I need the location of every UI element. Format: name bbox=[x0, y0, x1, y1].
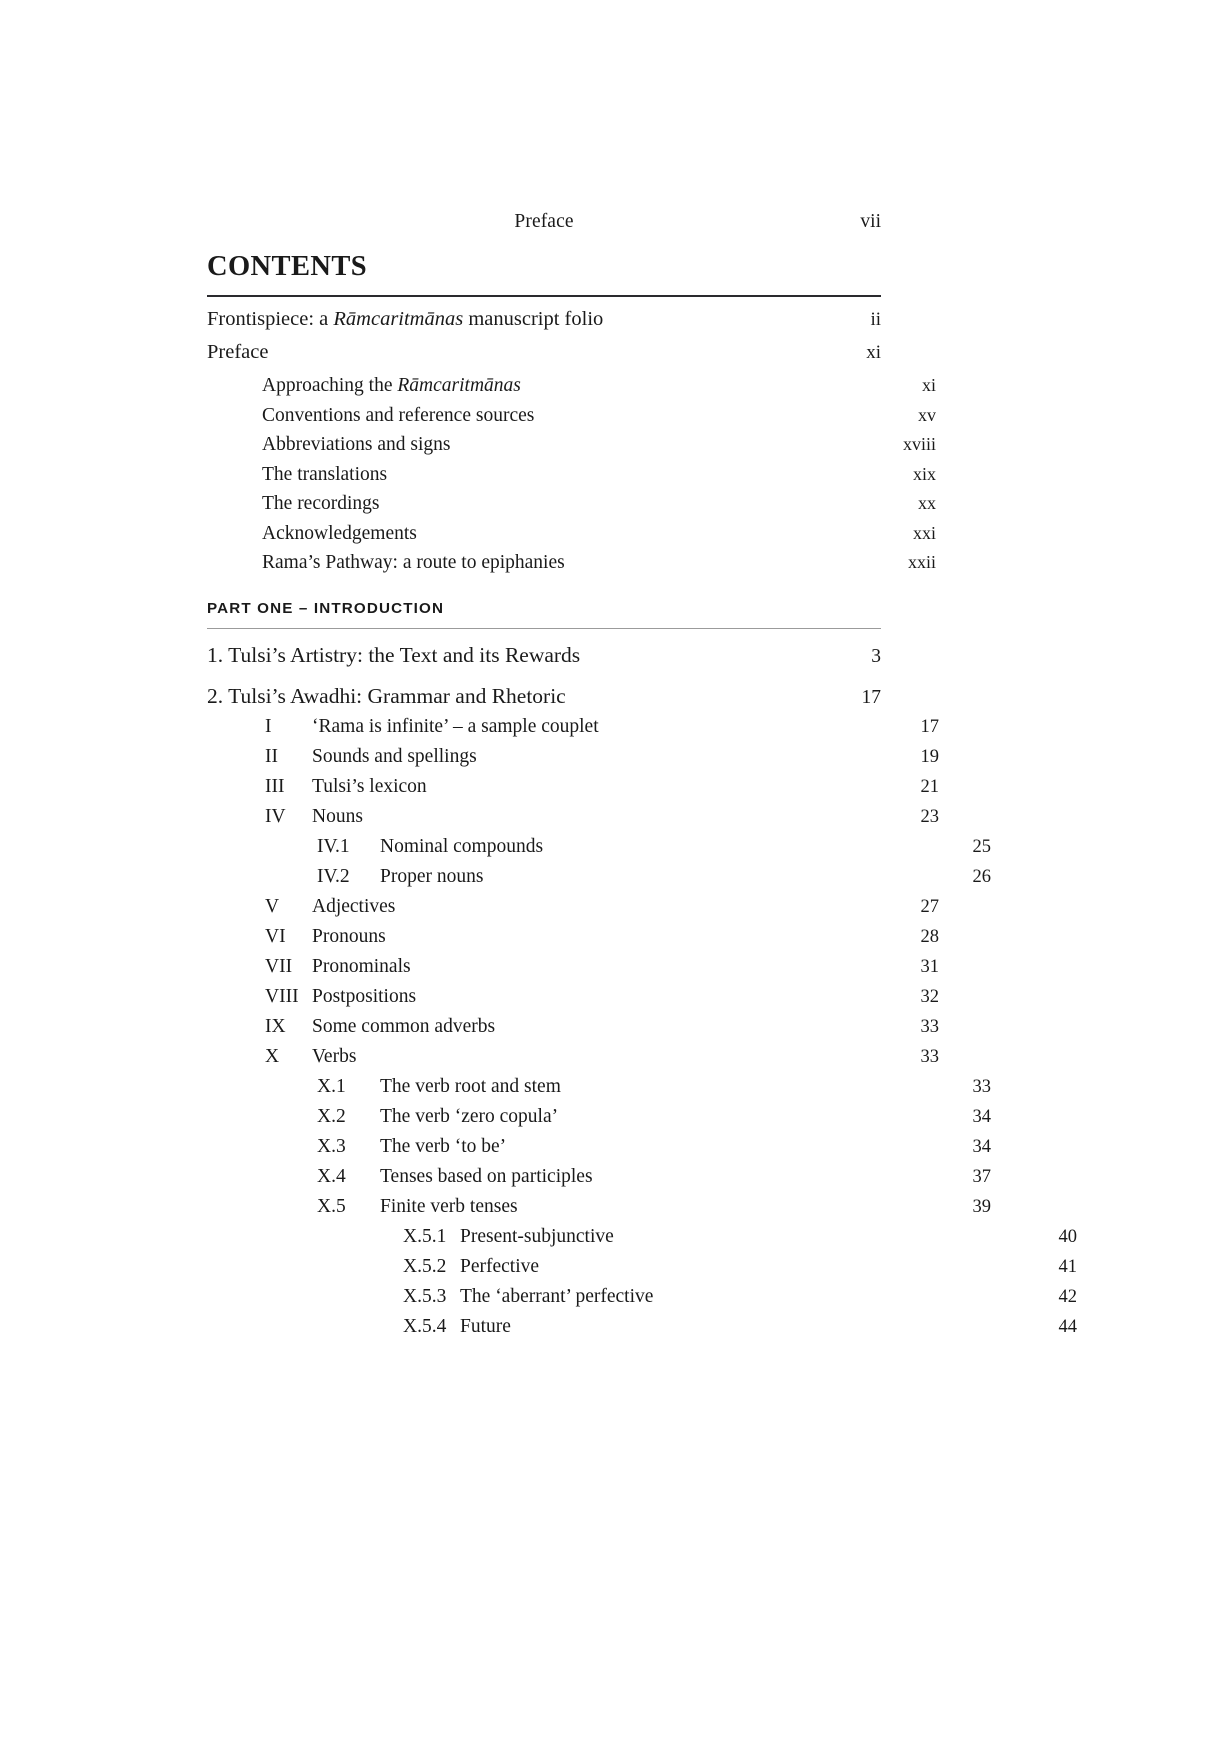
entry-label: 2. Tulsi’s Awadhi: Grammar and Rhetoric bbox=[207, 683, 566, 708]
entry-label-italic: Rāmcaritmānas bbox=[333, 308, 464, 330]
toc-entry-row[interactable] bbox=[207, 1312, 1077, 1342]
entry-label: Future bbox=[460, 1316, 511, 1337]
entry-label: Acknowledgements bbox=[262, 522, 417, 544]
entry-folio: 34 bbox=[972, 1137, 991, 1157]
section-group bbox=[207, 712, 939, 742]
entry-number: X.1 bbox=[317, 1076, 346, 1097]
page-title: CONTENTS bbox=[207, 251, 367, 282]
toc-entry[interactable] bbox=[207, 677, 881, 718]
toc-entry-row[interactable] bbox=[207, 677, 881, 718]
entry-label: Nominal compounds bbox=[380, 836, 544, 857]
entry-folio: ii bbox=[870, 309, 881, 330]
entry-label: Proper nouns bbox=[380, 866, 484, 887]
entry-folio: 17 bbox=[920, 717, 939, 737]
entry-number: X.5.1 bbox=[403, 1226, 447, 1247]
entry-folio: 37 bbox=[972, 1167, 991, 1187]
running-head bbox=[207, 209, 881, 235]
section-group bbox=[207, 1222, 1077, 1252]
entry-number: IV bbox=[265, 806, 286, 827]
toc-entry[interactable] bbox=[207, 430, 936, 460]
toc-entry-row[interactable] bbox=[207, 401, 936, 431]
entry-label: The verb root and stem bbox=[380, 1076, 561, 1097]
entry-folio: 26 bbox=[972, 867, 991, 887]
toc-entry[interactable] bbox=[207, 1072, 991, 1102]
toc-entry-row[interactable] bbox=[207, 712, 939, 742]
entry-number: X.5.3 bbox=[403, 1286, 447, 1307]
entry-folio: 44 bbox=[1058, 1317, 1077, 1337]
toc-entry[interactable] bbox=[207, 982, 939, 1012]
toc-entry-row[interactable] bbox=[207, 1252, 1077, 1282]
entry-folio: 41 bbox=[1058, 1257, 1077, 1277]
toc-entry[interactable] bbox=[207, 460, 936, 490]
entry-label: The verb ‘zero copula’ bbox=[380, 1106, 559, 1127]
toc-entry-row[interactable] bbox=[207, 519, 936, 549]
toc-entry[interactable] bbox=[207, 548, 936, 578]
section-group bbox=[207, 832, 991, 862]
entry-label: Approaching the Rāmcaritmānas bbox=[262, 375, 521, 396]
toc-entry-row[interactable] bbox=[207, 802, 939, 832]
toc-entry-row[interactable] bbox=[207, 1042, 939, 1072]
toc-entry-row[interactable] bbox=[207, 1222, 1077, 1252]
toc-entry[interactable] bbox=[207, 1042, 939, 1072]
entry-number: III bbox=[265, 776, 285, 797]
entry-folio: 31 bbox=[920, 957, 939, 977]
part-rule bbox=[207, 628, 881, 629]
entry-folio: 39 bbox=[972, 1197, 991, 1217]
entry-label: 1. Tulsi’s Artistry: the Text and its Rewards bbox=[207, 643, 581, 667]
toc-entry-row[interactable] bbox=[207, 982, 939, 1012]
entry-folio: 40 bbox=[1058, 1227, 1077, 1247]
section-group bbox=[207, 1312, 1077, 1342]
toc-entry[interactable] bbox=[207, 832, 991, 862]
heading-rule bbox=[207, 295, 881, 297]
entry-folio: 33 bbox=[972, 1077, 991, 1097]
running-head-folio: vii bbox=[860, 211, 881, 232]
entry-label: Sounds and spellings bbox=[312, 746, 477, 767]
section-group bbox=[207, 1042, 939, 1072]
entry-number: X.2 bbox=[317, 1106, 346, 1127]
section-group bbox=[207, 862, 991, 892]
section-group bbox=[207, 1072, 991, 1102]
part-heading: PART ONE – INTRODUCTION bbox=[207, 600, 445, 617]
entry-number: IV.2 bbox=[317, 866, 350, 887]
toc-entry[interactable] bbox=[207, 1222, 1077, 1252]
entry-label: Postpositions bbox=[312, 986, 417, 1007]
entry-folio: 34 bbox=[972, 1107, 991, 1127]
entry-folio: 19 bbox=[920, 747, 939, 767]
toc-entry-row[interactable] bbox=[207, 636, 881, 677]
entry-number: X.4 bbox=[317, 1166, 346, 1187]
toc-entry-row[interactable] bbox=[207, 1162, 991, 1192]
toc-entry[interactable] bbox=[207, 712, 939, 742]
toc-entry-row[interactable] bbox=[207, 1102, 991, 1132]
entry-folio: 17 bbox=[861, 686, 881, 708]
toc-entry[interactable] bbox=[207, 519, 936, 549]
toc-entry-row[interactable] bbox=[207, 772, 939, 802]
entry-label: Adjectives bbox=[312, 896, 396, 917]
toc-entry[interactable] bbox=[207, 952, 939, 982]
entry-label: Pronouns bbox=[312, 926, 386, 947]
toc-entry-row[interactable] bbox=[207, 742, 939, 772]
entry-folio: 27 bbox=[920, 897, 939, 917]
toc-entry[interactable] bbox=[207, 489, 936, 519]
entry-folio: 42 bbox=[1058, 1287, 1077, 1307]
section-group bbox=[207, 772, 939, 802]
section-group bbox=[207, 982, 939, 1012]
toc-entry[interactable] bbox=[207, 1012, 939, 1042]
section-group bbox=[207, 952, 939, 982]
entry-number: X.5.2 bbox=[403, 1256, 447, 1277]
entry-folio: 23 bbox=[920, 807, 939, 827]
entry-number: X.5.4 bbox=[403, 1316, 447, 1337]
entry-folio: 25 bbox=[972, 837, 991, 857]
entry-label: The recordings bbox=[262, 493, 380, 514]
entry-label: Nouns bbox=[312, 806, 363, 827]
toc-entry-row[interactable] bbox=[207, 892, 939, 922]
entry-label: Tenses based on participles bbox=[380, 1166, 593, 1187]
toc-entry-row[interactable] bbox=[207, 489, 936, 519]
toc-entry[interactable] bbox=[207, 1132, 991, 1162]
toc-entry[interactable] bbox=[207, 1192, 991, 1222]
entry-number: VIII bbox=[265, 986, 299, 1007]
entry-label: The verb ‘to be’ bbox=[380, 1136, 507, 1157]
entry-number: X bbox=[265, 1046, 280, 1067]
entry-label-italic: Rāmcaritmānas bbox=[397, 375, 521, 396]
entry-number: X.5 bbox=[317, 1196, 346, 1217]
entry-number: IX bbox=[265, 1016, 286, 1037]
toc-entry[interactable] bbox=[207, 1162, 991, 1192]
chapter-list bbox=[207, 636, 881, 717]
entry-folio: xviii bbox=[902, 434, 936, 454]
toc-entry[interactable] bbox=[207, 636, 881, 677]
entry-label: Finite verb tenses bbox=[380, 1196, 518, 1217]
entry-label: Preface bbox=[207, 341, 269, 363]
front-matter-list bbox=[207, 303, 881, 369]
toc-entry[interactable] bbox=[207, 922, 939, 952]
entry-number: V bbox=[265, 896, 280, 917]
entry-folio: xx bbox=[918, 493, 936, 513]
toc-entry[interactable] bbox=[207, 1282, 1077, 1312]
toc-entry[interactable] bbox=[207, 401, 936, 431]
entry-folio: xv bbox=[918, 404, 936, 425]
entry-label: Present-subjunctive bbox=[460, 1226, 614, 1247]
section-group bbox=[207, 892, 939, 922]
entry-folio: 32 bbox=[920, 987, 939, 1007]
entry-folio: 3 bbox=[871, 646, 881, 667]
entry-label: Conventions and reference sources bbox=[262, 404, 535, 426]
toc-entry[interactable] bbox=[207, 303, 881, 336]
entry-folio: xi bbox=[866, 342, 881, 363]
section-group bbox=[207, 1282, 1077, 1312]
toc-entry[interactable] bbox=[207, 336, 881, 369]
toc-entry[interactable] bbox=[207, 892, 939, 922]
entry-label: Abbreviations and signs bbox=[262, 434, 451, 455]
toc-entry[interactable] bbox=[207, 1312, 1077, 1342]
entry-label: Some common adverbs bbox=[312, 1016, 496, 1037]
entry-folio: xxi bbox=[912, 522, 936, 543]
toc-entry-row[interactable] bbox=[207, 1282, 1077, 1312]
toc-entry-row[interactable] bbox=[207, 862, 991, 892]
toc-entry[interactable] bbox=[207, 772, 939, 802]
running-head-title: Preface bbox=[514, 211, 574, 232]
toc-entry-row[interactable] bbox=[207, 1012, 939, 1042]
toc-entry-row[interactable] bbox=[207, 1192, 991, 1222]
entry-label: Rama’s Pathway: a route to epiphanies bbox=[262, 552, 565, 573]
entry-folio: 28 bbox=[920, 927, 939, 947]
entry-label: ‘Rama is infinite’ – a sample couplet bbox=[312, 716, 599, 737]
section-group bbox=[207, 742, 939, 772]
toc-entry-row[interactable] bbox=[207, 371, 936, 401]
entry-label: Verbs bbox=[312, 1046, 357, 1067]
toc-entry-row[interactable] bbox=[207, 430, 936, 460]
toc-entry-row[interactable] bbox=[207, 1132, 991, 1162]
toc-entry[interactable] bbox=[207, 1252, 1077, 1282]
entry-folio: 21 bbox=[920, 777, 939, 797]
entry-number: I bbox=[265, 716, 272, 737]
entry-label: Tulsi’s lexicon bbox=[312, 776, 427, 797]
section-list bbox=[207, 712, 1077, 1342]
entry-label: Pronominals bbox=[312, 956, 411, 977]
entry-folio: xi bbox=[921, 375, 936, 395]
preface-section-list bbox=[207, 371, 936, 578]
entry-label: Frontispiece: a Rāmcaritmānas manuscript folio bbox=[207, 308, 604, 330]
toc-entry-row[interactable] bbox=[207, 548, 936, 578]
entry-folio: xix bbox=[912, 463, 936, 484]
toc-entry-row[interactable] bbox=[207, 952, 939, 982]
section-group bbox=[207, 1012, 939, 1042]
toc-entry[interactable] bbox=[207, 742, 939, 772]
entry-number: IV.1 bbox=[317, 836, 350, 857]
entry-label: The ‘aberrant’ perfective bbox=[460, 1286, 654, 1307]
section-group bbox=[207, 1132, 991, 1162]
entry-number: X.3 bbox=[317, 1136, 346, 1157]
section-group bbox=[207, 802, 939, 832]
toc-entry[interactable] bbox=[207, 802, 939, 832]
section-group bbox=[207, 1162, 991, 1192]
toc-entry-row[interactable] bbox=[207, 336, 881, 369]
toc-entry-row[interactable] bbox=[207, 460, 936, 490]
toc-entry-row[interactable] bbox=[207, 832, 991, 862]
entry-number: II bbox=[265, 746, 278, 767]
section-group bbox=[207, 1252, 1077, 1282]
entry-folio: xxii bbox=[907, 552, 936, 572]
entry-label: Perfective bbox=[460, 1256, 540, 1277]
entry-folio: 33 bbox=[920, 1047, 939, 1067]
toc-entry[interactable] bbox=[207, 862, 991, 892]
entry-label: The translations bbox=[262, 463, 388, 485]
section-group bbox=[207, 1102, 991, 1132]
toc-entry-row[interactable] bbox=[207, 1072, 991, 1102]
section-group bbox=[207, 1192, 991, 1222]
toc-entry[interactable] bbox=[207, 1102, 991, 1132]
toc-entry[interactable] bbox=[207, 371, 936, 401]
toc-entry-row[interactable] bbox=[207, 303, 881, 336]
entry-folio: 33 bbox=[920, 1017, 939, 1037]
section-group bbox=[207, 922, 939, 952]
entry-number: VI bbox=[265, 926, 286, 947]
entry-number: VII bbox=[265, 956, 293, 977]
toc-entry-row[interactable] bbox=[207, 922, 939, 952]
